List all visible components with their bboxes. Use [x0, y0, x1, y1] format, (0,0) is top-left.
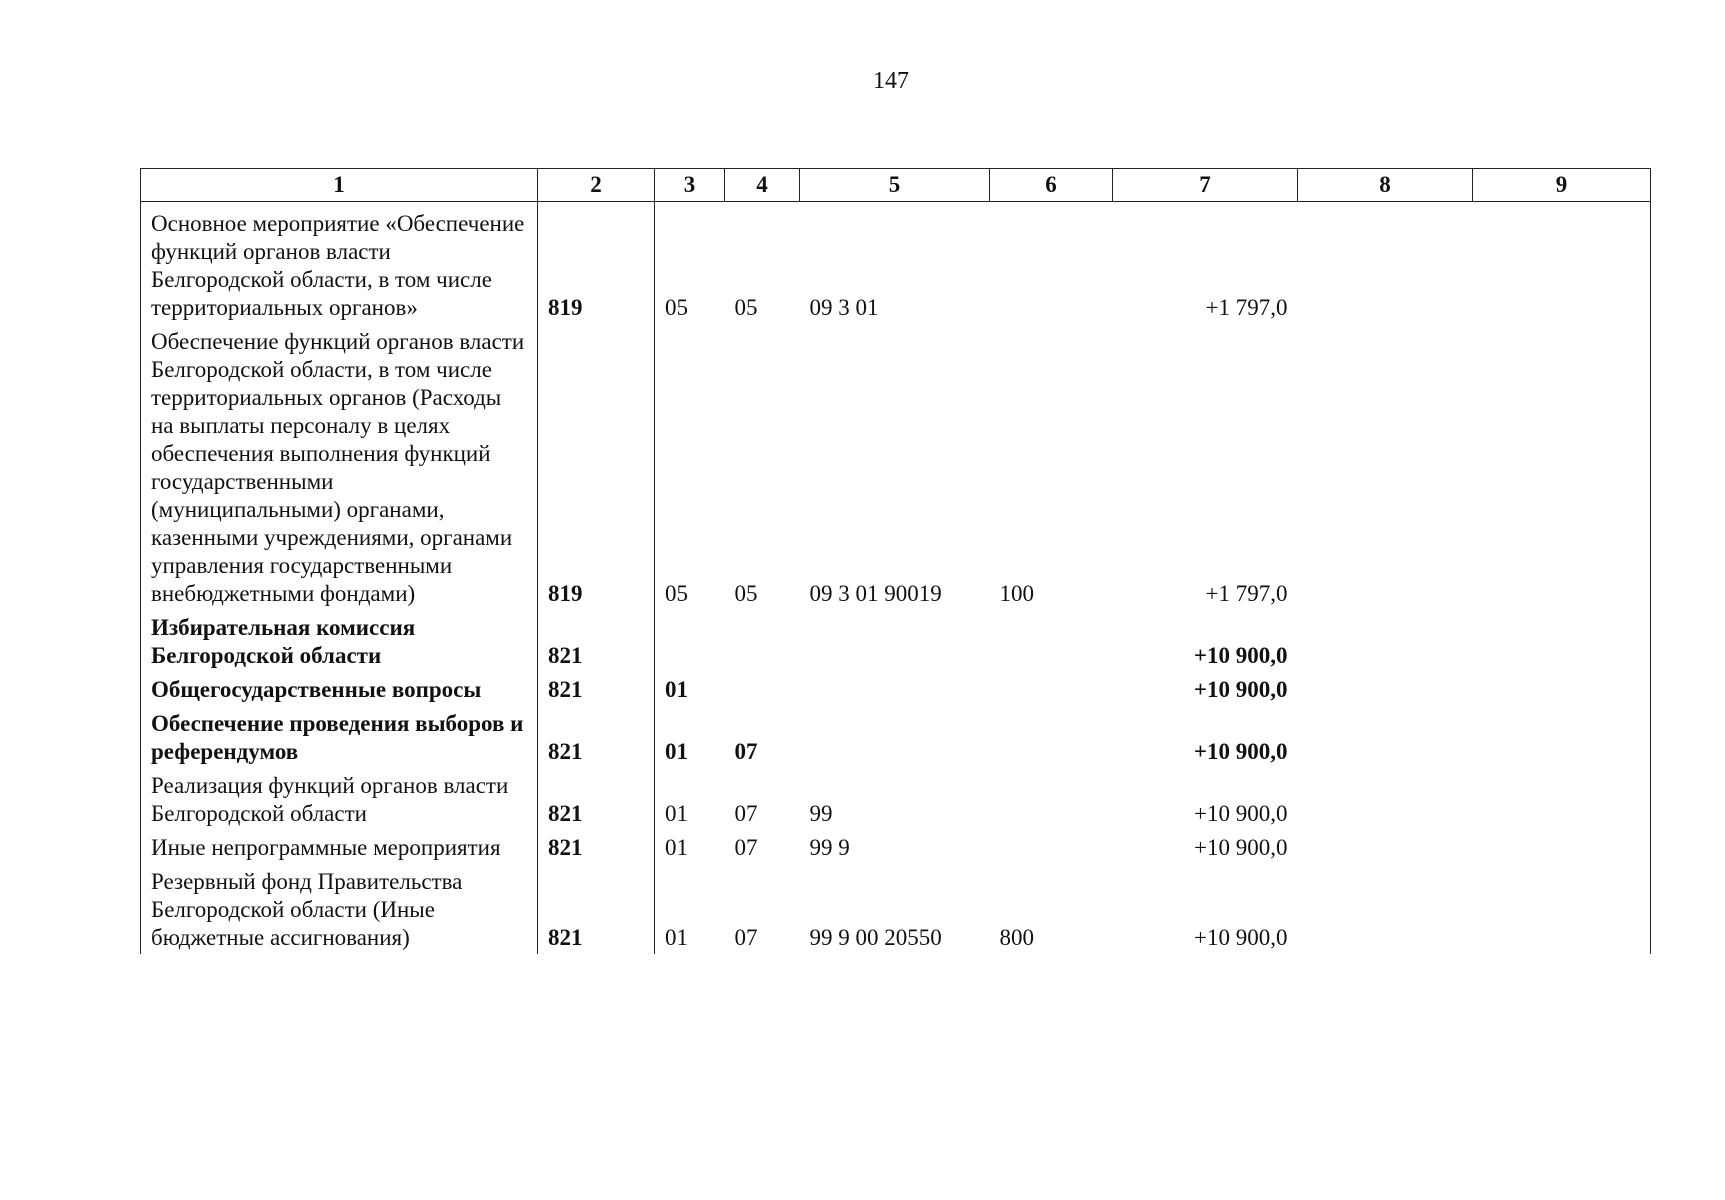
- budget-table-container: [140, 168, 1650, 954]
- row-section-cell: 01: [665, 835, 688, 860]
- column-header-8: 8: [1298, 169, 1473, 202]
- row-name-cell: Обеспечение проведения выборов и референдумов: [141, 706, 538, 768]
- row-target-article-cell: [800, 672, 990, 706]
- row-amount-cell: +10 900,0: [1193, 739, 1288, 764]
- row-col8-cell: [1298, 830, 1473, 864]
- row-name-cell: Иные непрограммные мероприятия: [141, 830, 538, 864]
- row-name-cell: Резервный фонд Правительства Белгородской области (Иные бюджетные ассигнования): [141, 864, 538, 954]
- row-section-cell: [655, 610, 725, 672]
- row-target-article-cell: [800, 610, 990, 672]
- column-header-1: 1: [141, 169, 538, 202]
- table-row: [141, 830, 1651, 864]
- row-code-cell: 821: [538, 610, 655, 672]
- row-col8-cell: [1298, 864, 1473, 954]
- table-row: [141, 706, 1651, 768]
- row-amount-cell: +10 900,0: [1193, 643, 1288, 668]
- row-subsection-cell: 05: [734, 581, 758, 606]
- table-row: [141, 768, 1651, 830]
- row-target-article-cell: 09 3 01 90019: [809, 581, 942, 606]
- table-row: [141, 672, 1651, 706]
- table-row: [141, 324, 1651, 610]
- row-col9-cell: [1473, 610, 1651, 672]
- row-name-cell: Основное мероприятие «Обеспечение функций органов власти Белгородской области, в том числе территориальных органов»: [141, 202, 538, 325]
- row-code-cell: 821: [538, 672, 655, 706]
- row-code-cell: 821: [538, 768, 655, 830]
- row-col8-cell: [1298, 202, 1473, 325]
- row-expense-type-cell: [990, 768, 1113, 830]
- column-header-9: 9: [1473, 169, 1651, 202]
- row-code-cell: 821: [538, 830, 655, 864]
- column-header-7: 7: [1113, 169, 1298, 202]
- row-amount-cell: +10 900,0: [1194, 925, 1288, 950]
- row-amount-cell: +10 900,0: [1194, 801, 1288, 826]
- row-section-cell: 01: [665, 739, 688, 764]
- table-row: [141, 610, 1651, 672]
- row-code-cell: 821: [538, 706, 655, 768]
- row-expense-type-cell: [990, 830, 1113, 864]
- column-header-2: 2: [538, 169, 655, 202]
- table-row: [141, 202, 1651, 325]
- row-subsection-cell: 07: [734, 925, 758, 950]
- row-subsection-cell: 07: [734, 835, 758, 860]
- row-subsection-cell: 07: [734, 739, 758, 764]
- row-section-cell: 01: [665, 801, 688, 826]
- row-subsection-cell: 07: [734, 801, 758, 826]
- row-target-article-cell: 99 9 00 20550: [809, 925, 942, 950]
- row-col9-cell: [1473, 672, 1651, 706]
- row-section-cell: 01: [665, 677, 688, 702]
- page-number: 147: [873, 68, 909, 94]
- row-expense-type-cell: [990, 706, 1113, 768]
- row-target-article-cell: [800, 706, 990, 768]
- row-name-cell: Реализация функций органов власти Белгородской области: [141, 768, 538, 830]
- table-row: [141, 864, 1651, 954]
- row-col8-cell: [1298, 324, 1473, 610]
- row-col9-cell: [1473, 768, 1651, 830]
- row-expense-type-cell: [990, 672, 1113, 706]
- row-section-cell: 05: [665, 295, 688, 320]
- row-section-cell: 05: [665, 581, 688, 606]
- row-amount-cell: +10 900,0: [1194, 835, 1288, 860]
- table-header-row: [141, 169, 1651, 202]
- row-col8-cell: [1298, 706, 1473, 768]
- row-target-article-cell: 99: [809, 801, 833, 826]
- row-code-cell: 821: [538, 864, 655, 954]
- row-expense-type-cell: 800: [999, 925, 1034, 950]
- row-expense-type-cell: [990, 610, 1113, 672]
- row-col9-cell: [1473, 324, 1651, 610]
- row-col9-cell: [1473, 864, 1651, 954]
- column-header-3: 3: [655, 169, 725, 202]
- budget-table: [140, 168, 1651, 954]
- row-code-cell: 819: [538, 202, 655, 325]
- row-amount-cell: +1 797,0: [1205, 581, 1288, 606]
- row-section-cell: 01: [665, 925, 688, 950]
- row-subsection-cell: [725, 672, 800, 706]
- row-amount-cell: +10 900,0: [1193, 677, 1288, 702]
- column-header-4: 4: [725, 169, 800, 202]
- row-subsection-cell: [725, 610, 800, 672]
- row-target-article-cell: 99 9: [809, 835, 850, 860]
- row-code-cell: 819: [538, 324, 655, 610]
- row-expense-type-cell: [990, 202, 1113, 325]
- column-header-6: 6: [990, 169, 1113, 202]
- row-name-cell: Общегосударственные вопросы: [141, 672, 538, 706]
- row-col8-cell: [1298, 610, 1473, 672]
- row-col9-cell: [1473, 706, 1651, 768]
- row-col9-cell: [1473, 830, 1651, 864]
- row-amount-cell: +1 797,0: [1205, 295, 1288, 320]
- row-name-cell: Избирательная комиссия Белгородской области: [141, 610, 538, 672]
- column-header-5: 5: [800, 169, 990, 202]
- row-col9-cell: [1473, 202, 1651, 325]
- row-subsection-cell: 05: [734, 295, 758, 320]
- row-name-cell: Обеспечение функций органов власти Белгородской области, в том числе территориальных органов (Расходы на выплаты персоналу в целях обеспечения выполнения функций государственными (муниципальными) органами, казенными учреждениями, органами управления государственными внебюджетными фондами): [141, 324, 538, 610]
- row-expense-type-cell: 100: [999, 581, 1034, 606]
- row-col8-cell: [1298, 768, 1473, 830]
- row-col8-cell: [1298, 672, 1473, 706]
- row-target-article-cell: 09 3 01: [809, 295, 879, 320]
